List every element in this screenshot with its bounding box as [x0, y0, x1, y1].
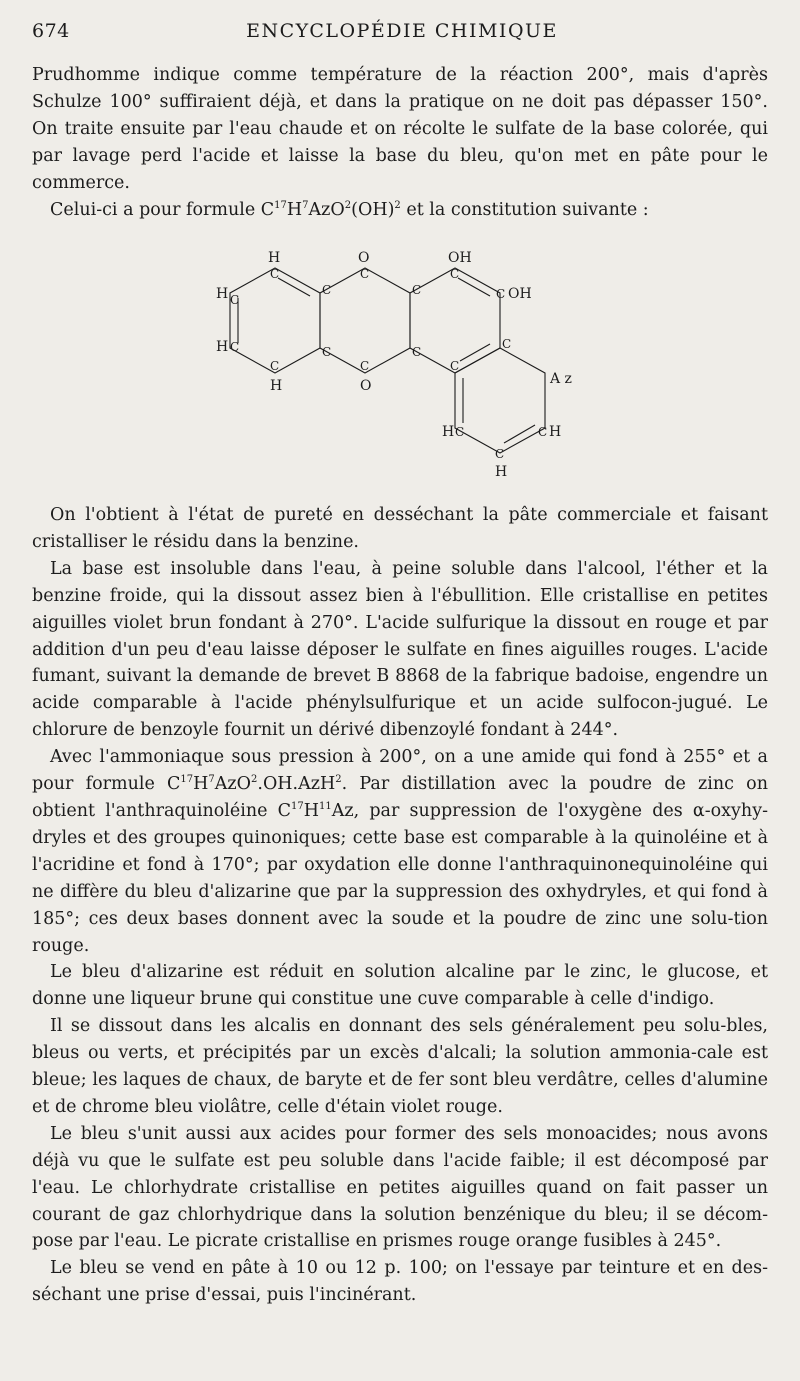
atom-label: OH — [448, 250, 472, 266]
atom-label: C — [270, 267, 280, 281]
superscript: 17 — [291, 800, 304, 812]
superscript: 11 — [319, 800, 332, 812]
ring-right — [410, 268, 500, 373]
page-header — [32, 14, 772, 44]
atom-label: C — [322, 345, 332, 359]
paragraph-text: Avec l'ammoniaque sous pression à 200°, on a une amide qui fond à 255° et a pour formule C — [32, 747, 768, 795]
paragraph-text: et la constitution suivante : — [400, 199, 649, 220]
atom-label: C — [412, 345, 422, 359]
double-bond — [460, 344, 490, 361]
atom-label: C — [270, 359, 280, 373]
atom-label: C — [360, 267, 370, 281]
atom-label: C — [360, 359, 370, 373]
atom-label: OH — [508, 286, 532, 302]
atom-label: C — [455, 425, 465, 439]
atom-label: C — [496, 287, 506, 301]
atom-label: C — [412, 283, 422, 297]
superscript: 17 — [180, 774, 194, 786]
paragraph: La base est insoluble dans l'eau, à peine soluble dans l'alcool, l'éther et la benzine froide, qui la dissout assez bien à l'ébullition. Elle cristallise en petites aiguilles violet brun fondant à 270°. L'acide sulfurique la dissout en rouge et par addition d'un peu d'eau laisse déposer le sulfate en fines aiguilles rouges. L'acide fumant, suivant la demande de brevet B 8868 de la fabrique badoise, engendre un acide comparable à l'acide phénylsulfurique et un acide sulfocon-jugué. Le chlorure de benzoyle fournit un dérivé dibenzoylé fondant à 244°. — [32, 558, 768, 741]
atom-label: A z — [550, 371, 572, 387]
structural-formula-figure — [190, 248, 610, 488]
superscript: 2 — [251, 774, 258, 786]
paragraph: Le bleu d'alizarine est réduit en solution alcaline par le zinc, le glucose, et donne une liqueur brune qui constitue une cuve comparable à celle d'indigo. — [32, 962, 768, 1010]
double-bond — [458, 278, 490, 296]
atom-label: C — [495, 447, 505, 461]
ring-pyridine — [455, 348, 548, 453]
atom-label: H — [216, 339, 229, 355]
atom-label: C — [230, 340, 240, 354]
text-block-bottom — [32, 502, 768, 1309]
atom-label: H — [216, 286, 229, 302]
double-bond — [278, 278, 310, 296]
atom-label: H — [270, 378, 283, 394]
atom-label: O — [358, 250, 370, 266]
atom-label: H — [268, 250, 281, 266]
formula-paragraph — [32, 197, 768, 224]
formula-part: AzO — [214, 774, 252, 795]
atom-label: C — [230, 293, 240, 307]
paragraph-text: Az, par suppression de l'oxygène des α-oxyhy-dryles et des groupes quinoniques; cette base est comparable à la quinoléine et à l'acridine et fond à 170°; par oxydation elle donne l'anthraquinonequinoléine qui ne diffère du bleu d'alizarine que par la suppression des oxhydryles, et qui fond à 185°; ces deux bases donnent avec la soude et la poudre de zinc une solu-tion rouge. — [32, 800, 769, 956]
formula-part: AzO — [308, 199, 345, 220]
ring-middle — [320, 268, 410, 373]
superscript: 7 — [208, 774, 215, 786]
page-number: 674 — [32, 20, 70, 42]
atom-label: C — [450, 267, 460, 281]
paragraph-text: . Par distillation avec la poudre de zinc on obtient l'anthraquinoléine C — [32, 774, 768, 821]
atom-label: C — [502, 337, 512, 351]
text-block-top — [32, 62, 768, 223]
atom-label: C — [450, 359, 460, 373]
paragraph: Prudhomme indique comme température de la réaction 200°, mais d'après Schulze 100° suffiraient déjà, et dans la pratique on ne doit pas dépasser 150°. On traite ensuite par l'eau chaude et on récolte le sulfate de la base colorée, qui par lavage perd l'acide et laisse la base du bleu, qu'on met en pâte pour le commerce. — [32, 65, 768, 193]
formula-part: .OH.AzH — [257, 774, 336, 795]
running-head: ENCYCLOPÉDIE CHIMIQUE — [246, 20, 558, 42]
atom-label: H — [442, 424, 455, 440]
paragraph: Le bleu se vend en pâte à 10 ou 12 p. 100; on l'essaye par teinture et en des-séchant une prise d'essai, puis l'incinérant. — [32, 1258, 768, 1306]
atom-label: O — [360, 378, 372, 394]
superscript: 7 — [302, 199, 309, 211]
formula-part: H — [193, 774, 209, 795]
paragraph-text: Celui-ci a pour formule C — [50, 199, 275, 220]
superscript: 2 — [335, 774, 342, 786]
formula-part: H — [286, 199, 303, 220]
formula-part: (OH) — [351, 199, 395, 220]
atom-label: H — [495, 464, 508, 480]
atom-label: C — [322, 283, 332, 297]
paragraph: On l'obtient à l'état de pureté en desséchant la pâte commerciale et faisant cristalliser le résidu dans la benzine. — [32, 505, 768, 552]
ring-left — [230, 268, 320, 373]
atom-label: H — [549, 424, 562, 440]
paragraph: Le bleu s'unit aussi aux acides pour former des sels monoacides; nous avons déjà vu que le sulfate est peu soluble dans l'acide faible; il est décomposé par l'eau. Le chlorhydrate cristallise en petites aiguilles quand on fait passer un courant de gaz chlorhydrique dans la solution benzénique du bleu; il se décom-pose par l'eau. Le picrate cristallise en prismes rouge orange fusibles à 245°. — [32, 1123, 768, 1252]
atom-label: C — [538, 425, 548, 439]
formula-paragraph — [32, 744, 768, 959]
formula-part: H — [303, 800, 320, 821]
superscript: 17 — [274, 199, 287, 211]
paragraph: Il se dissout dans les alcalis en donnant des sels généralement peu solu-bles, bleus ou verts, et précipités par un excès d'alcali; la solution ammonia-cale est bleue; les laques de chaux, de baryte et de fer sont bleu verdâtre, celles d'alumine et de chrome bleu violâtre, celle d'étain violet rouge. — [32, 1016, 768, 1117]
double-bond — [504, 425, 535, 443]
superscript: 2 — [344, 199, 352, 211]
superscript: 2 — [394, 199, 401, 211]
